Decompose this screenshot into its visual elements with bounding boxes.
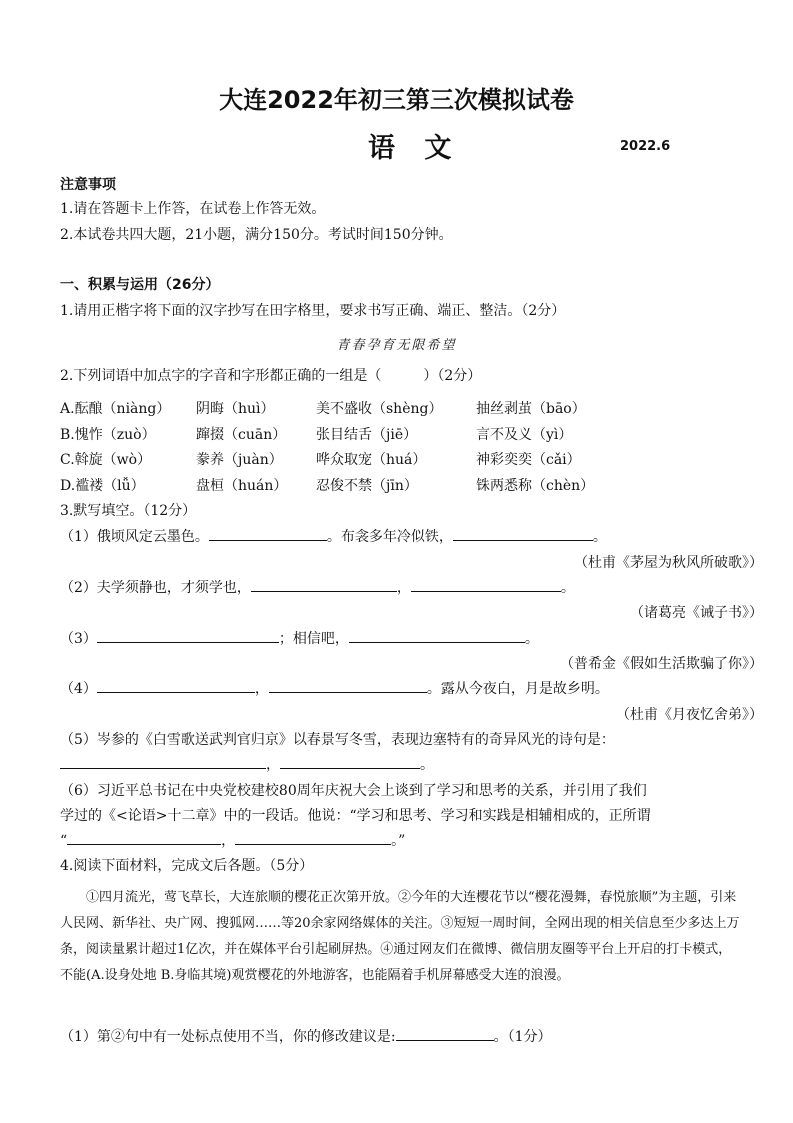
text: ，	[396, 580, 411, 596]
option-label: B.	[60, 427, 75, 443]
option-a	[60, 398, 170, 418]
option-label: A.	[60, 401, 75, 417]
fill-line-2	[60, 577, 575, 597]
text: 。布衾多年冷似铁，	[326, 529, 453, 545]
answer-blank[interactable]	[269, 678, 427, 693]
answer-blank[interactable]	[396, 1026, 494, 1041]
fill-line-6	[60, 830, 405, 850]
source-citation: （普希金《假如生活欺骗了你》）	[560, 656, 763, 672]
fill-line-5	[60, 754, 434, 774]
text: （1）俄顷风定云墨色。	[60, 529, 209, 545]
exam-title: 大连2022年初三第三次模拟试卷	[219, 86, 574, 114]
text: （2）夫学须静也，才须学也，	[60, 580, 251, 596]
option-word: 忍俊不禁（jīn）	[316, 478, 418, 494]
option-word: 神彩奕奕（cǎi）	[476, 452, 581, 468]
option-word: 阴晦（huì）	[196, 401, 275, 417]
fill-line-6-prompt-cont: 学过的《<论语>十二章》中的一段话。他说：“学习和思考、学习和实践是相辅相成的，正所谓	[60, 808, 651, 824]
reading-passage: ①四月流光，莺飞草长，大连旅顺的樱花正次第开放。②今年的大连樱花节以“樱花漫舞，春悦旅顺”为主题，引来人民网、新华社、央广网、搜狐网……等20余家网络媒体的关注。③短短一周时间，全网出现的相关信息至少多达上万条，阅读量累计超过1亿次，并在媒体平台引起刷屏热。④通过网友们在微博、微信朋友圈等平台上开启的打卡模式，不能(A.设身处地 B.身临其境)观赏樱花的外地游客，也能隔着手机屏幕感受大连的浪漫。	[60, 890, 740, 983]
answer-blank[interactable]	[280, 754, 420, 769]
source-citation: （杜甫《茅屋为秋风所破歌》）	[574, 555, 763, 571]
answer-blank[interactable]	[251, 577, 397, 592]
fill-line-3	[60, 628, 539, 648]
fill-line-4	[60, 678, 609, 698]
option-word: 酝酿（niàng）	[74, 401, 171, 417]
answer-blank[interactable]	[411, 577, 561, 592]
note-item: 1.请在答题卡上作答，在试卷上作答无效。	[60, 201, 326, 217]
fill-line-6-prompt: （6）习近平总书记在中央党校建校80周年庆祝大会上谈到了学习和思考的关系，并引用了我们	[60, 783, 647, 799]
fill-line-1	[60, 526, 607, 546]
option-label: C.	[60, 452, 75, 468]
text: ，	[254, 681, 269, 697]
section1-heading: 一、积累与运用（26分）	[60, 277, 220, 293]
option-b	[60, 424, 156, 444]
text: 。（1分）	[493, 1029, 552, 1045]
option-word: 言不及义（yì）	[476, 427, 573, 443]
question-1: 1.请用正楷字将下面的汉字抄写在田字格里，要求书写正确、端正、整洁。（2分）	[60, 303, 566, 319]
text: ，	[221, 833, 236, 849]
copy-text: 青春孕育无限希望	[336, 338, 457, 353]
text: ；相信吧，	[278, 631, 349, 647]
exam-date: 2022.6	[620, 139, 671, 154]
subject-title: 语 文	[368, 133, 462, 164]
note-item: 2.本试卷共四大题，21小题，满分150分。考试时间150分钟。	[60, 227, 453, 243]
source-citation: （杜甫《月夜忆舍弟》）	[616, 707, 763, 723]
text: 。	[560, 580, 575, 596]
option-word: 抽丝剥茧（bāo）	[476, 401, 586, 417]
text: 。	[524, 631, 539, 647]
answer-blank[interactable]	[209, 526, 327, 541]
text: 。露从今夜白，月是故乡明。	[426, 681, 609, 697]
text: （3）	[60, 631, 97, 647]
option-word: 哗众取宠（huá）	[316, 452, 427, 468]
text: 。	[592, 529, 607, 545]
answer-blank[interactable]	[67, 830, 221, 845]
option-word: 褴褛（lǚ）	[75, 478, 145, 494]
option-word: 斡旋（wò）	[74, 452, 152, 468]
text: （4）	[60, 681, 97, 697]
fill-line-5-prompt: （5）岑参的《白雪歌送武判官归京》以春景写冬雪，表现边塞特有的奇异风光的诗句是：	[60, 732, 615, 748]
source-citation: （诸葛亮《诫子书》）	[630, 605, 763, 621]
option-c	[60, 449, 151, 469]
option-word: 张目结舌（jiē）	[316, 427, 418, 443]
answer-blank[interactable]	[60, 754, 266, 769]
question-2: 2.下列词语中加点字的字音和字形都正确的一组是（ ）（2分）	[60, 368, 482, 384]
option-d	[60, 475, 145, 495]
option-word: 豢养（juàn）	[196, 452, 283, 468]
option-word: 蹿掇（cuān）	[196, 427, 287, 443]
answer-blank[interactable]	[453, 526, 593, 541]
question-4: 4.阅读下面材料，完成文后各题。（5分）	[60, 858, 314, 874]
answer-blank[interactable]	[235, 830, 391, 845]
option-word: 盘桓（huán）	[196, 478, 288, 494]
option-label: D.	[60, 478, 76, 494]
answer-blank[interactable]	[97, 678, 255, 693]
option-word: 铢两悉称（chèn）	[476, 478, 595, 494]
text: “	[60, 833, 68, 849]
text: ，	[266, 757, 280, 773]
notes-heading: 注意事项	[60, 177, 116, 193]
answer-blank[interactable]	[97, 628, 279, 643]
option-word: 美不盛收（shèng）	[316, 401, 443, 417]
question-4-1	[60, 1026, 552, 1046]
option-word: 愧怍（zuò）	[74, 427, 156, 443]
answer-blank[interactable]	[349, 628, 525, 643]
question-3: 3.默写填空。（12分）	[60, 503, 197, 519]
text: 。	[420, 757, 434, 773]
text: 。”	[391, 833, 406, 849]
text: （1）第②句中有一处标点使用不当，你的修改建议是:	[60, 1029, 396, 1045]
